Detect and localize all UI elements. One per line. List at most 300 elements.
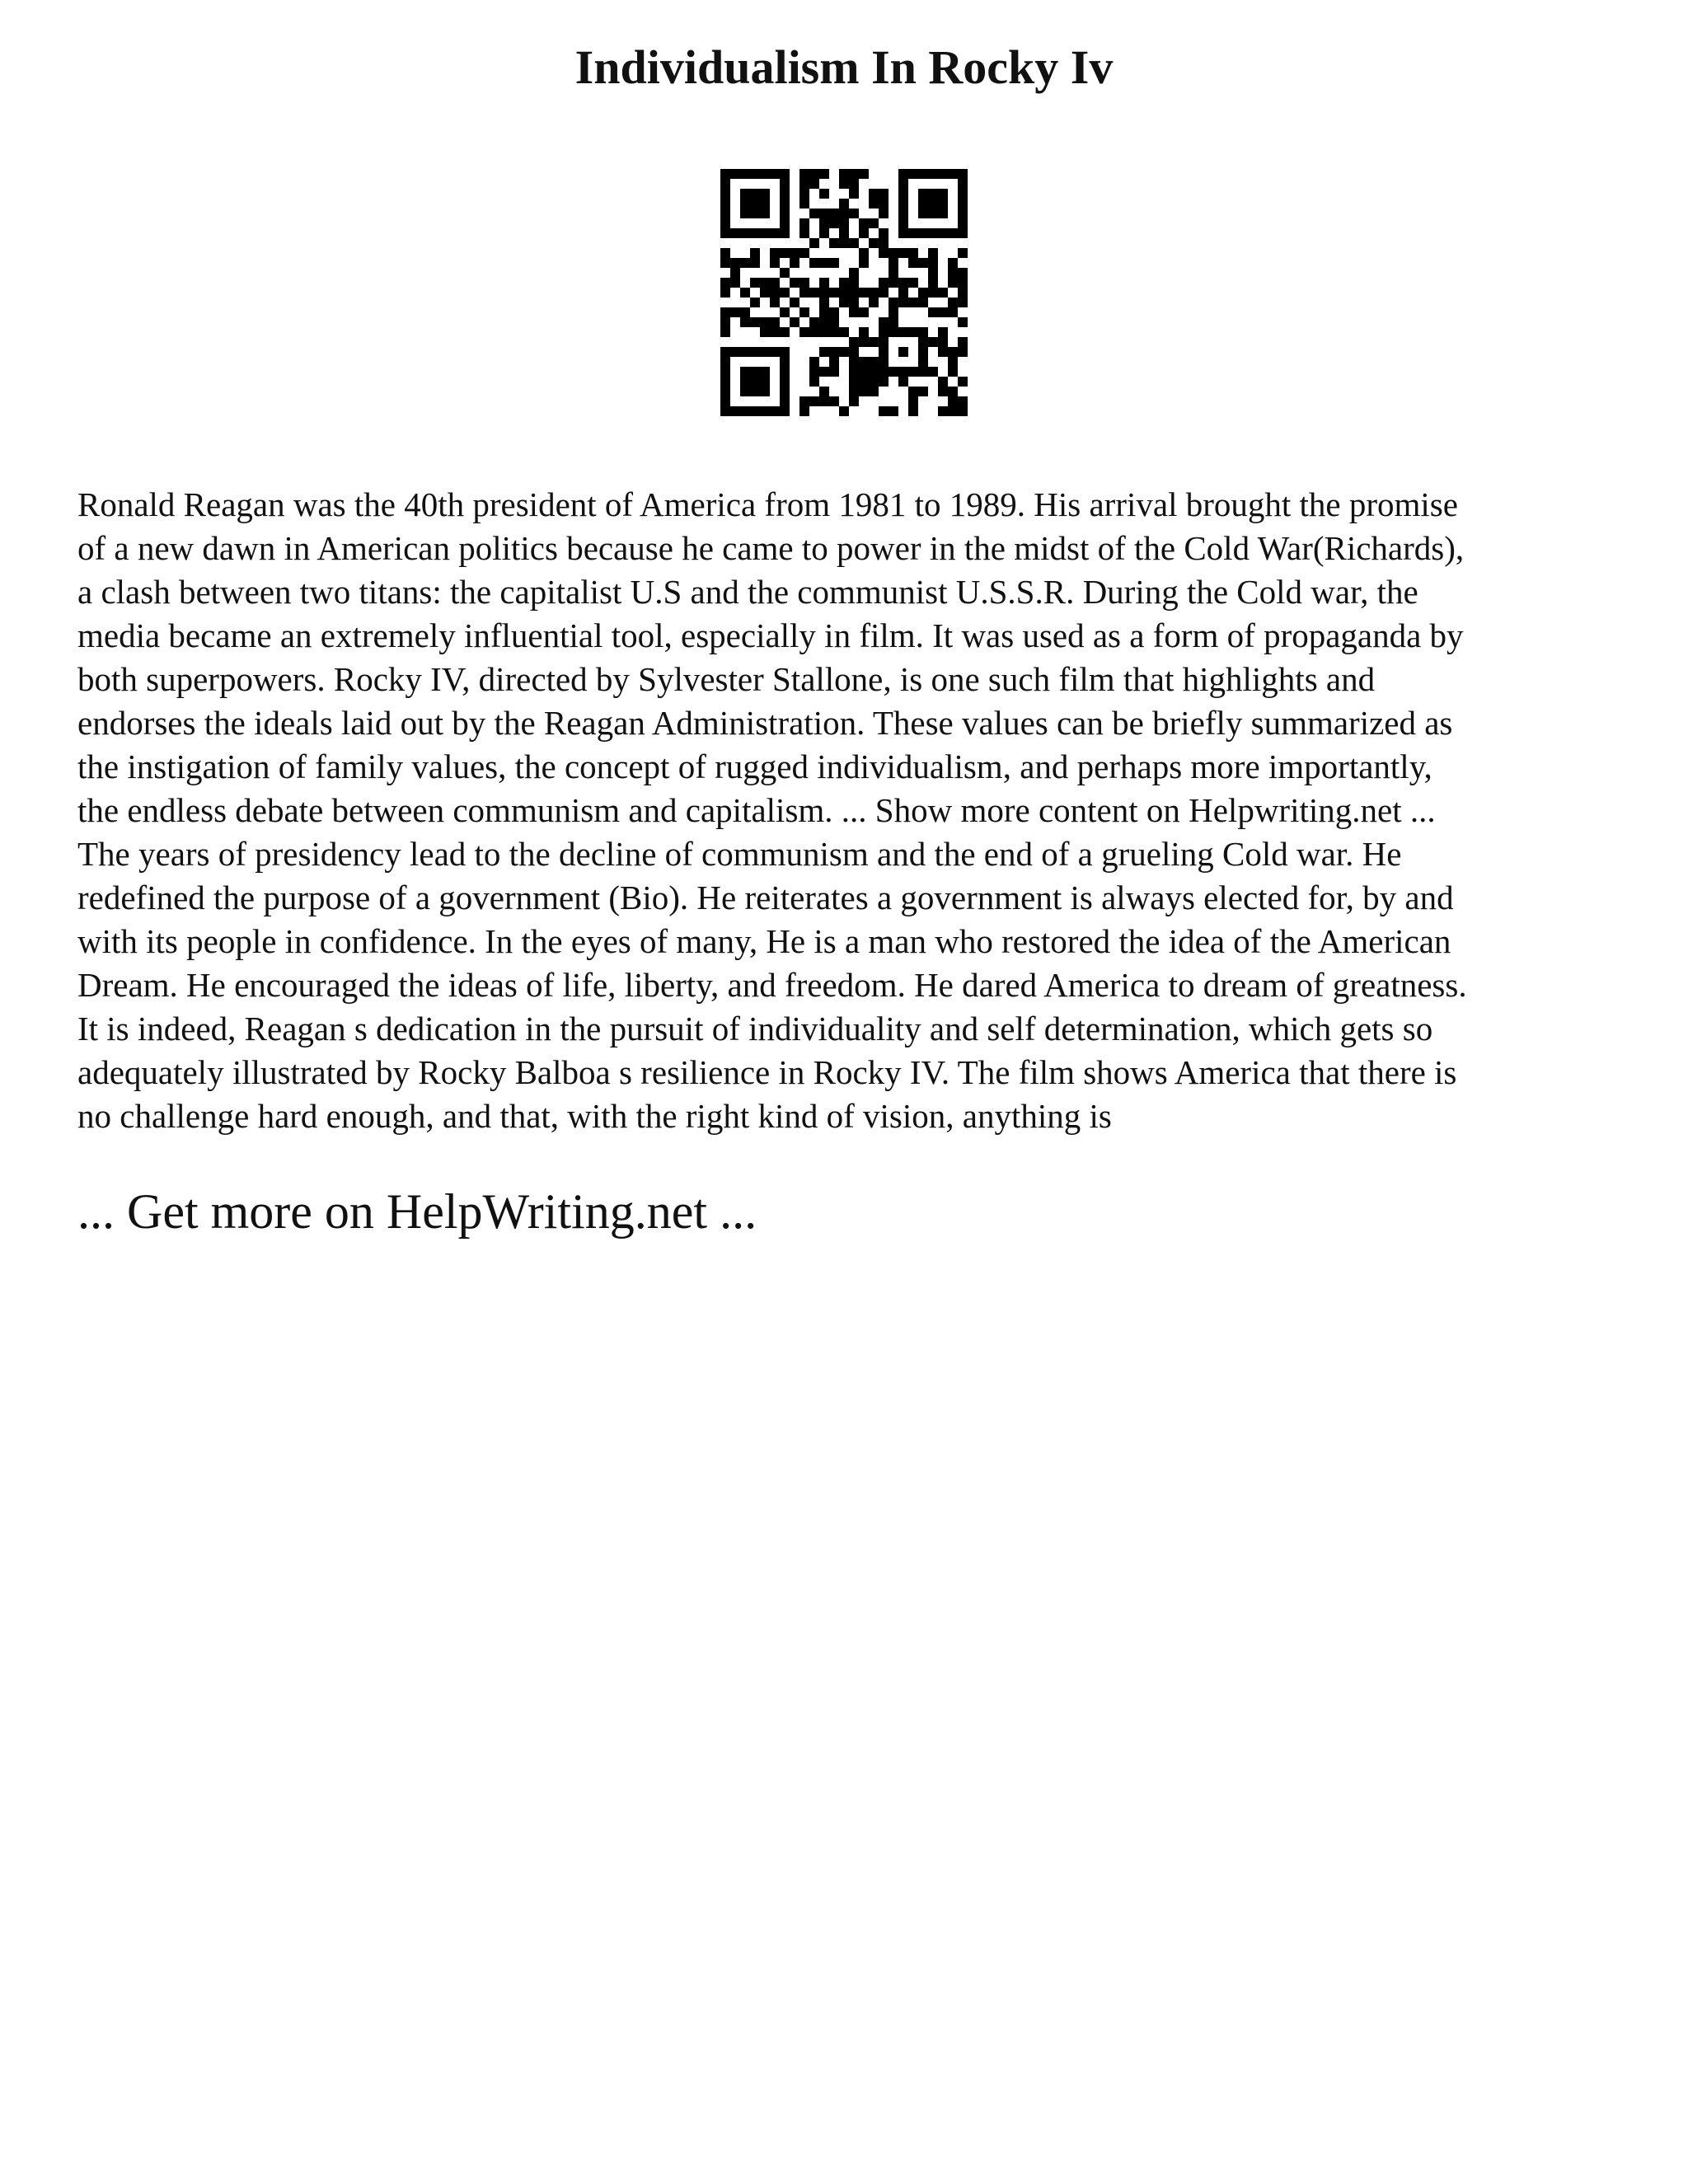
qr-module [750, 278, 760, 288]
qr-module [760, 377, 770, 387]
qr-module [720, 377, 730, 387]
qr-module [958, 278, 968, 288]
get-more-link[interactable]: ... Get more on HelpWriting.net ... [77, 1184, 757, 1239]
body-line: of a new dawn in American politics because he came to power in the midst of the Cold War(Richards), [77, 529, 1465, 567]
qr-module [750, 258, 760, 268]
qr-module [898, 189, 908, 199]
qr-module [958, 248, 968, 258]
qr-module [720, 357, 730, 367]
qr-module [889, 317, 898, 327]
qr-module [948, 258, 958, 268]
qr-module [898, 367, 908, 377]
qr-module [819, 396, 829, 406]
qr-module [859, 307, 869, 317]
qr-module [958, 179, 968, 189]
qr-module [859, 367, 869, 377]
qr-module [948, 406, 958, 416]
body-line: the instigation of family values, the concept of rugged individualism, and perhaps more importantly, [77, 748, 1432, 785]
qr-module [790, 278, 799, 288]
qr-module [948, 298, 958, 307]
qr-module [898, 248, 908, 258]
qr-module [750, 209, 760, 218]
qr-module [809, 377, 819, 387]
qr-module [908, 406, 918, 416]
qr-module [839, 238, 849, 248]
qr-module [918, 199, 928, 209]
qr-module [819, 228, 829, 238]
qr-module [889, 406, 898, 416]
qr-module [849, 179, 859, 189]
qr-module [918, 387, 928, 396]
qr-module [859, 357, 869, 367]
qr-module [740, 347, 750, 357]
qr-module [720, 218, 730, 228]
qr-module [750, 367, 760, 377]
qr-module [938, 169, 948, 179]
qr-module [869, 238, 879, 248]
qr-module [799, 248, 809, 258]
qr-module [859, 258, 869, 268]
qr-module [948, 278, 958, 288]
qr-module [829, 218, 839, 228]
qr-module [740, 209, 750, 218]
qr-module [720, 258, 730, 268]
qr-module [879, 228, 889, 238]
qr-module [958, 347, 968, 357]
qr-module [730, 347, 740, 357]
qr-module [750, 248, 760, 258]
qr-module [809, 327, 819, 337]
qr-module [760, 209, 770, 218]
qr-module [958, 317, 968, 327]
qr-module [889, 307, 898, 317]
qr-module [938, 307, 948, 317]
qr-module [760, 228, 770, 238]
qr-module [908, 298, 918, 307]
qr-module [898, 218, 908, 228]
qr-module [799, 218, 809, 228]
qr-module [958, 268, 968, 278]
qr-module [790, 258, 799, 268]
qr-module [750, 347, 760, 357]
qr-module [918, 288, 928, 298]
qr-module [770, 327, 780, 337]
qr-module [928, 209, 938, 218]
qr-module [958, 396, 968, 406]
qr-module [799, 288, 809, 298]
qr-module [908, 396, 918, 406]
qr-module [879, 209, 889, 218]
qr-module [849, 298, 859, 307]
qr-module [958, 288, 968, 298]
qr-module [720, 317, 730, 327]
qr-module [780, 218, 790, 228]
qr-module [908, 278, 918, 288]
qr-module [849, 396, 859, 406]
qr-module [879, 199, 889, 209]
qr-module [740, 317, 750, 327]
qr-module [938, 327, 948, 337]
qr-module [879, 238, 889, 248]
qr-module [799, 278, 809, 288]
qr-module [928, 228, 938, 238]
qr-module [839, 278, 849, 288]
qr-module [928, 278, 938, 288]
qr-module [740, 199, 750, 209]
qr-module [829, 317, 839, 327]
qr-module [918, 228, 928, 238]
qr-module [780, 307, 790, 317]
qr-module [879, 337, 889, 347]
qr-module [928, 248, 938, 258]
qr-module [799, 189, 809, 199]
qr-module [849, 357, 859, 367]
qr-module [799, 327, 809, 337]
qr-module [928, 367, 938, 377]
qr-module [740, 406, 750, 416]
qr-code-graphic [720, 169, 968, 416]
qr-module [780, 367, 790, 377]
qr-module [760, 406, 770, 416]
qr-module [750, 317, 760, 327]
qr-module [760, 387, 770, 396]
qr-module [879, 357, 889, 367]
qr-module [819, 298, 829, 307]
qr-module [839, 218, 849, 228]
qr-module [720, 367, 730, 377]
qr-module [879, 278, 889, 288]
qr-module [859, 248, 869, 258]
qr-module [849, 307, 859, 317]
qr-module [839, 298, 849, 307]
qr-module [829, 396, 839, 406]
qr-module [869, 288, 879, 298]
qr-module [839, 288, 849, 298]
qr-module [819, 307, 829, 317]
qr-module [879, 367, 889, 377]
qr-module [750, 387, 760, 396]
qr-module [799, 179, 809, 189]
qr-module [938, 337, 948, 347]
qr-module [879, 288, 889, 298]
qr-module [938, 387, 948, 396]
qr-module [730, 268, 740, 278]
body-line: redefined the purpose of a government (Bio). He reiterates a government is always elected for, by and [77, 879, 1454, 916]
qr-module [889, 298, 898, 307]
qr-module [780, 288, 790, 298]
qr-module [760, 327, 770, 337]
qr-module [898, 169, 908, 179]
qr-module [938, 347, 948, 357]
qr-module [829, 238, 839, 248]
qr-module [720, 199, 730, 209]
qr-module [809, 317, 819, 327]
qr-module [770, 347, 780, 357]
qr-module [839, 347, 849, 357]
qr-module [780, 357, 790, 367]
qr-module [869, 298, 879, 307]
qr-module [859, 288, 869, 298]
qr-module [740, 288, 750, 298]
qr-module [898, 327, 908, 337]
qr-module [879, 406, 889, 416]
qr-module [859, 387, 869, 396]
qr-module [869, 357, 879, 367]
qr-module [770, 228, 780, 238]
qr-module [958, 199, 968, 209]
qr-module [879, 327, 889, 337]
qr-module [770, 278, 780, 288]
qr-module [819, 288, 829, 298]
body-line: the endless debate between communism and capitalism. ... Show more content on Helpwriting.net ... [77, 791, 1436, 829]
qr-module [720, 278, 730, 288]
qr-module [780, 228, 790, 238]
qr-module [849, 268, 859, 278]
qr-module [889, 367, 898, 377]
qr-module [809, 169, 819, 179]
qr-module [898, 179, 908, 189]
qr-module [809, 396, 819, 406]
qr-module [938, 377, 948, 387]
qr-module [740, 307, 750, 317]
qr-module [829, 209, 839, 218]
qr-module [730, 406, 740, 416]
qr-module [750, 169, 760, 179]
body-line: endorses the ideals laid out by the Reagan Administration. These values can be briefly summarized as [77, 704, 1453, 742]
qr-module [809, 367, 819, 377]
qr-module [819, 209, 829, 218]
qr-module [799, 406, 809, 416]
qr-module [780, 377, 790, 387]
qr-module [859, 377, 869, 387]
qr-module [740, 367, 750, 377]
qr-module [928, 258, 938, 268]
qr-module [849, 367, 859, 377]
qr-module [799, 199, 809, 209]
qr-module [809, 357, 819, 367]
qr-module [829, 258, 839, 268]
qr-module [889, 327, 898, 337]
qr-module [750, 199, 760, 209]
qr-module [918, 327, 928, 337]
qr-module [799, 169, 809, 179]
qr-module [829, 327, 839, 337]
qr-module [938, 209, 948, 218]
qr-module [928, 169, 938, 179]
qr-module [780, 396, 790, 406]
qr-module [958, 228, 968, 238]
qr-module [958, 298, 968, 307]
body-line: It is indeed, Reagan s dedication in the pursuit of individuality and self determination, which gets so [77, 1010, 1433, 1047]
qr-module [849, 209, 859, 218]
qr-module [819, 258, 829, 268]
qr-module [829, 347, 839, 357]
qr-module [760, 317, 770, 327]
qr-module [720, 179, 730, 189]
qr-module [780, 209, 790, 218]
qr-module [750, 377, 760, 387]
qr-module [948, 228, 958, 238]
qr-module [770, 406, 780, 416]
qr-module [908, 169, 918, 179]
qr-module [819, 347, 829, 357]
qr-module [819, 387, 829, 396]
qr-module [889, 268, 898, 278]
qr-module [869, 218, 879, 228]
qr-module [819, 367, 829, 377]
qr-module [720, 209, 730, 218]
qr-module [730, 258, 740, 268]
qr-module [819, 189, 829, 199]
qr-module [918, 357, 928, 367]
qr-module [958, 406, 968, 416]
qr-module [849, 238, 859, 248]
qr-module [908, 367, 918, 377]
qr-module [889, 248, 898, 258]
qr-module [770, 317, 780, 327]
qr-module [740, 189, 750, 199]
qr-module [790, 298, 799, 307]
qr-module [740, 228, 750, 238]
qr-module [869, 377, 879, 387]
qr-module [720, 347, 730, 357]
qr-module [780, 406, 790, 416]
qr-module [720, 169, 730, 179]
qr-module [948, 367, 958, 377]
qr-module [898, 288, 908, 298]
qr-module [770, 258, 780, 268]
qr-module [928, 337, 938, 347]
qr-module [879, 347, 889, 357]
body-line: a clash between two titans: the capitalist U.S and the communist U.S.S.R. During the Cold war, the [77, 573, 1418, 611]
qr-module [869, 189, 879, 199]
qr-module [849, 169, 859, 179]
qr-module [770, 298, 780, 307]
qr-module [829, 307, 839, 317]
qr-module [849, 278, 859, 288]
qr-module [859, 337, 869, 347]
qr-module [918, 347, 928, 357]
qr-module [849, 377, 859, 387]
qr-module [938, 189, 948, 199]
qr-module [839, 179, 849, 189]
qr-module [730, 228, 740, 238]
qr-module [918, 189, 928, 199]
qr-module [760, 367, 770, 377]
qr-module [809, 179, 819, 189]
qr-module [948, 307, 958, 317]
document-title: Individualism In Rocky Iv [574, 40, 1114, 94]
qr-module [819, 317, 829, 327]
qr-module [859, 169, 869, 179]
qr-module [839, 169, 849, 179]
qr-module [869, 199, 879, 209]
qr-module [740, 258, 750, 268]
qr-module [790, 248, 799, 258]
qr-module [720, 396, 730, 406]
qr-module [869, 367, 879, 377]
qr-module [770, 248, 780, 258]
qr-module [750, 406, 760, 416]
qr-module [958, 377, 968, 387]
qr-module [889, 258, 898, 268]
qr-module [928, 199, 938, 209]
qr-module [938, 199, 948, 209]
qr-module [918, 209, 928, 218]
qr-module [958, 337, 968, 347]
qr-module [720, 406, 730, 416]
qr-module [730, 169, 740, 179]
qr-module [898, 228, 908, 238]
qr-module [780, 199, 790, 209]
qr-module [898, 199, 908, 209]
qr-module [898, 347, 908, 357]
qr-module [839, 209, 849, 218]
qr-module [799, 228, 809, 238]
qr-module [809, 288, 819, 298]
qr-module [849, 288, 859, 298]
qr-module [770, 169, 780, 179]
qr-module [958, 209, 968, 218]
qr-module [780, 327, 790, 337]
qr-module [918, 337, 928, 347]
qr-module [908, 228, 918, 238]
qr-module [720, 387, 730, 396]
qr-module [760, 278, 770, 288]
qr-module [898, 298, 908, 307]
qr-module [829, 367, 839, 377]
qr-module [809, 209, 819, 218]
qr-module [908, 387, 918, 396]
qr-module [928, 268, 938, 278]
qr-module [750, 228, 760, 238]
qr-module [760, 288, 770, 298]
qr-module [740, 387, 750, 396]
qr-code-icon[interactable] [720, 169, 968, 416]
qr-module [780, 248, 790, 258]
qr-module [720, 189, 730, 199]
qr-module [799, 396, 809, 406]
body-line: Ronald Reagan was the 40th president of America from 1981 to 1989. His arrival brought the promise [77, 485, 1458, 523]
qr-module [898, 278, 908, 288]
qr-module [948, 268, 958, 278]
qr-module [780, 347, 790, 357]
qr-module [918, 258, 928, 268]
body-line: adequately illustrated by Rocky Balboa s resilience in Rocky IV. The film shows America that there is [77, 1053, 1457, 1091]
qr-module [958, 169, 968, 179]
qr-module [859, 218, 869, 228]
qr-module [780, 268, 790, 278]
qr-module [849, 347, 859, 357]
qr-module [938, 288, 948, 298]
qr-module [750, 298, 760, 307]
qr-module [780, 169, 790, 179]
qr-module [879, 189, 889, 199]
qr-module [760, 347, 770, 357]
qr-module [760, 199, 770, 209]
qr-module [780, 179, 790, 189]
qr-module [948, 387, 958, 396]
qr-module [809, 238, 819, 248]
qr-module [839, 406, 849, 416]
qr-module [898, 209, 908, 218]
qr-module [720, 228, 730, 238]
qr-module [908, 327, 918, 337]
qr-module [948, 169, 958, 179]
qr-module [938, 406, 948, 416]
qr-module [720, 327, 730, 337]
qr-module [948, 347, 958, 357]
